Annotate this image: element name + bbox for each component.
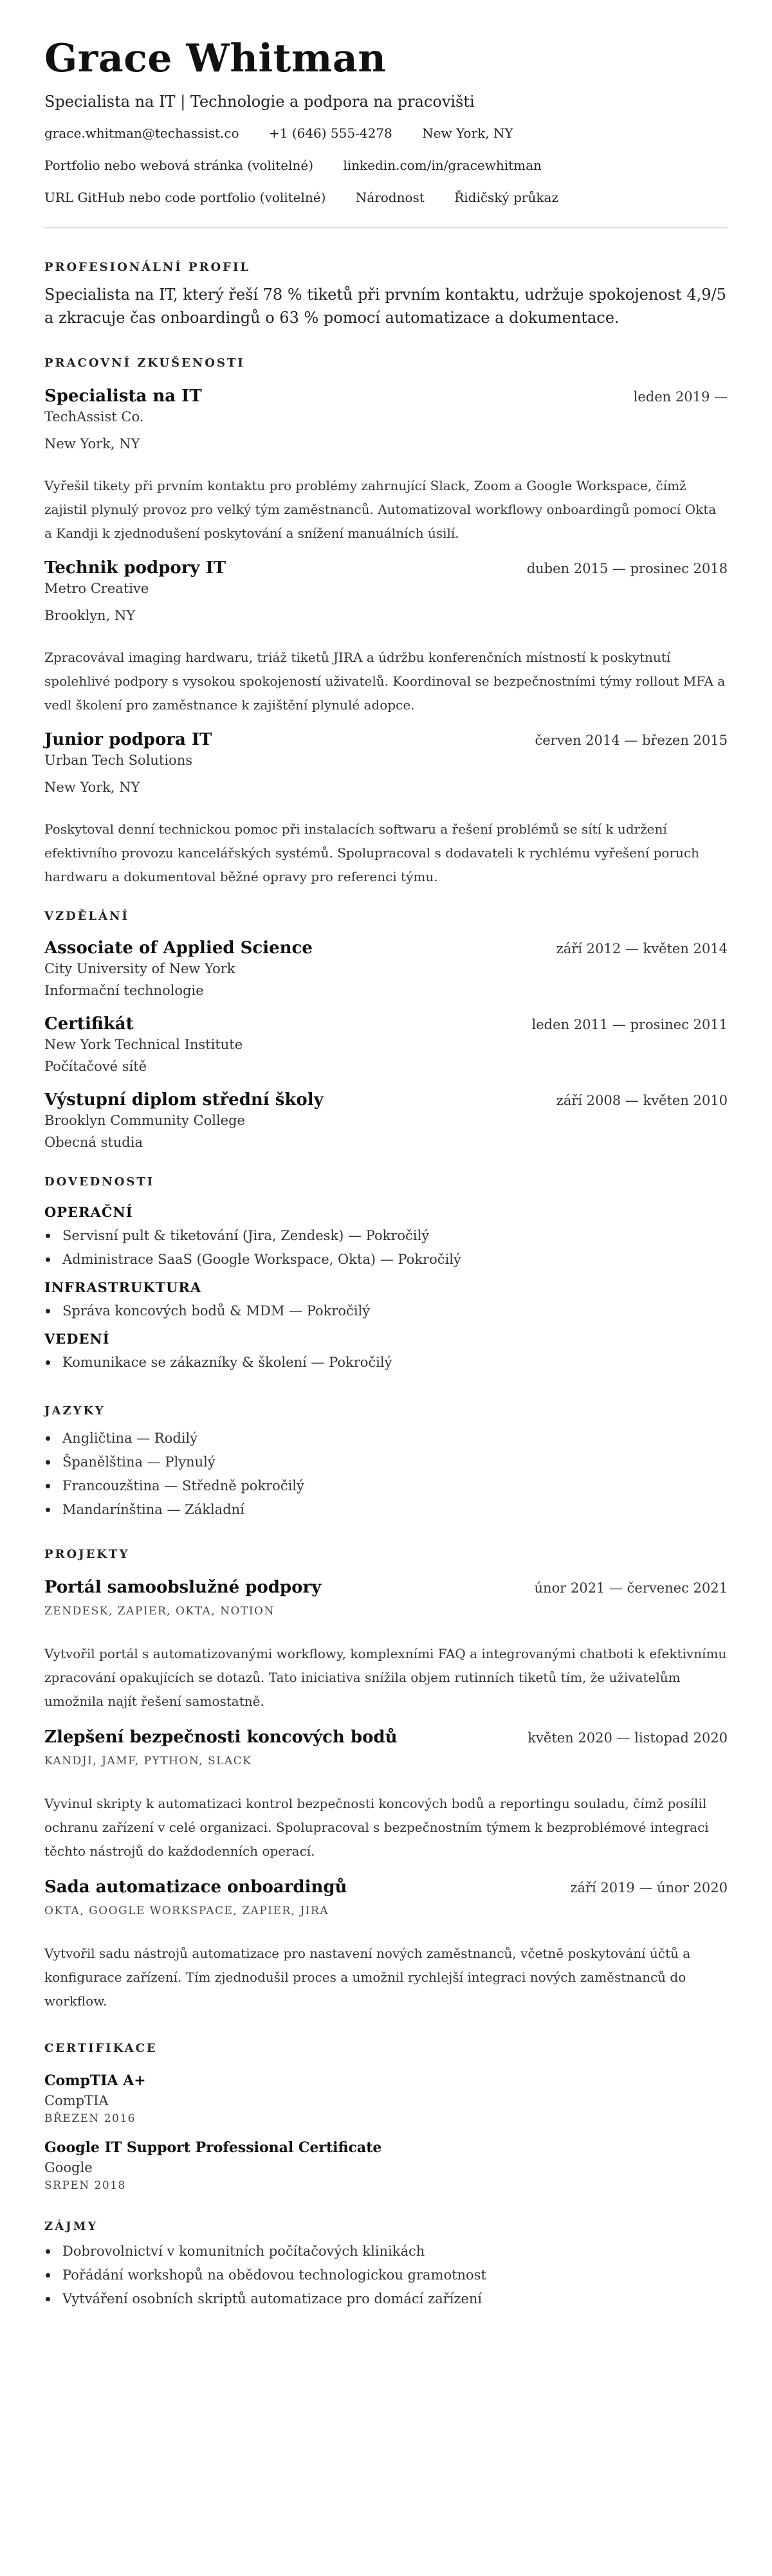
language-item: Francouzština — Středně pokročilý <box>44 1474 728 1498</box>
contact-location: New York, NY <box>422 125 513 141</box>
contact-row-1 <box>44 124 728 142</box>
profile-section <box>44 260 728 329</box>
job-description: Poskytoval denní technickou pomoc při instalacích softwaru a řešení problémů se sítí k udržení efektivního provozu kancelářských systémů. Spolupracoval s dodavateli k rychlému vyřešení poruch hardwaru a dokumentoval běžné opravy pro referenci týmu. <box>44 821 699 884</box>
cert-name: CompTIA A+ <box>44 2072 146 2089</box>
project-description: Vytvořil portál s automatizovanými workflowy, komplexními FAQ a integrovanými chatboti k efektivnímu zpracování opakujících se dotazů. Tato iniciativa snížila objem rutinních tiketů tím, že uživatelům umožnila najít řešení samostatně. <box>44 1646 727 1709</box>
project-tech: OKTA, GOOGLE WORKSPACE, ZAPIER, JIRA <box>44 1905 329 1917</box>
certifications-heading: CERTIFIKACE <box>44 2042 158 2055</box>
education-item <box>44 1013 728 1076</box>
degree-title: Výstupní diplom střední školy <box>44 1090 324 1110</box>
skill-item: Administrace SaaS (Google Workspace, Okta) — Pokročilý <box>44 1248 728 1272</box>
skill-group-title: OPERAČNÍ <box>44 1204 133 1220</box>
candidate-headline: Specialista na IT | Technologie a podpora na pracovišti <box>44 93 475 111</box>
cert-date: BŘEZEN 2016 <box>44 2112 136 2125</box>
study-field: Obecná studia <box>44 1135 143 1150</box>
job-title: Specialista na IT <box>44 387 202 406</box>
profile-heading: PROFESIONÁLNÍ PROFIL <box>44 260 251 274</box>
header-divider <box>44 227 728 228</box>
skills-heading: DOVEDNOSTI <box>44 1175 155 1189</box>
school-name: New York Technical Institute <box>44 1037 243 1052</box>
experience-item <box>44 557 728 717</box>
contact-row-2 <box>44 156 728 174</box>
job-dates: leden 2019 — <box>633 389 728 405</box>
certification-item <box>44 2070 728 2127</box>
contact-row-3 <box>44 188 728 206</box>
language-list <box>44 1427 728 1522</box>
cert-date: SRPEN 2018 <box>44 2179 126 2192</box>
contact-phone[interactable]: +1 (646) 555-4278 <box>268 125 392 141</box>
project-description: Vyvinul skripty k automatizaci kontrol bezpečnosti koncových bodů a reportingu souladu, čímž posílil ochranu zařízení v celé organizaci. Spolupracoval s bezpečnostním týmem k bezproblémové integraci těchto nástrojů do každodenních operací. <box>44 1796 709 1859</box>
contact-license: Řidičský průkaz <box>454 190 558 205</box>
job-company: Urban Tech Solutions <box>44 753 193 768</box>
degree-dates: září 2008 — květen 2010 <box>556 1093 728 1108</box>
language-item: Angličtina — Rodilý <box>44 1427 728 1450</box>
cert-issuer: Google <box>44 2160 93 2175</box>
project-item <box>44 1576 728 1713</box>
school-name: City University of New York <box>44 961 235 976</box>
job-location: New York, NY <box>44 436 140 452</box>
experience-heading: PRACOVNÍ ZKUŠENOSTI <box>44 356 245 370</box>
job-title: Technik podpory IT <box>44 558 226 578</box>
project-tech: ZENDESK, ZAPIER, OKTA, NOTION <box>44 1605 275 1618</box>
interest-list <box>44 2240 728 2311</box>
skill-item: Servisní pult & tiketování (Jira, Zendesk) — Pokročilý <box>44 1224 728 1248</box>
certification-item <box>44 2137 728 2194</box>
skill-group-title: INFRASTRUKTURA <box>44 1279 202 1295</box>
project-name: Zlepšení bezpečnosti koncových bodů <box>44 1728 398 1747</box>
contact-portfolio[interactable]: Portfolio nebo webová stránka (volitelné) <box>44 158 314 173</box>
project-name: Sada automatizace onboardingů <box>44 1877 347 1897</box>
education-item <box>44 1089 728 1152</box>
education-item <box>44 937 728 1000</box>
job-company: Metro Creative <box>44 581 149 596</box>
job-dates: duben 2015 — prosinec 2018 <box>526 561 728 576</box>
job-description: Zpracovával imaging hardwaru, triáž tiketů JIRA a údržbu konferenčních místností k poskytnutí spolehlivé podpory s vysokou spokojeností uživatelů. Koordinoval se bezpečnostními týmy rollout MFA a vedl školení pro zaměstnance k zajištění plynulé adopce. <box>44 650 726 713</box>
project-item <box>44 1876 728 2013</box>
job-location: Brooklyn, NY <box>44 608 136 623</box>
languages-section <box>44 1404 728 1522</box>
study-field: Informační technologie <box>44 983 204 998</box>
job-title: Junior podpora IT <box>44 730 212 749</box>
contact-github[interactable]: URL GitHub nebo code portfolio (volitelné) <box>44 190 326 205</box>
skill-item: Komunikace se zákazníky & školení — Pokročilý <box>44 1351 728 1375</box>
study-field: Počítačové sítě <box>44 1059 147 1074</box>
experience-section <box>44 356 728 889</box>
job-description: Vyřešil tikety při prvním kontaktu pro problémy zahrnující Slack, Zoom a Google Workspace, čímž zajistil plynulý provoz pro velký tým zaměstnanců. Automatizoval workflowy onboardingů pomocí Okta a Kandji k zjednodušení poskytování a snížení manuálních úsilí. <box>44 478 717 541</box>
contact-email[interactable]: grace.whitman@techassist.co <box>44 125 239 141</box>
degree-title: Certifikát <box>44 1014 134 1034</box>
interests-heading: ZÁJMY <box>44 2220 98 2233</box>
projects-heading: PROJEKTY <box>44 1548 130 1561</box>
skill-group-title: VEDENÍ <box>44 1331 110 1347</box>
language-item: Mandarínština — Základní <box>44 1498 728 1522</box>
resume-header <box>44 35 728 206</box>
cert-name: Google IT Support Professional Certificate <box>44 2139 382 2156</box>
candidate-name: Grace Whitman <box>44 36 387 81</box>
skill-item: Správa koncových bodů & MDM — Pokročilý <box>44 1299 728 1323</box>
job-company: TechAssist Co. <box>44 409 144 425</box>
education-section <box>44 909 728 1152</box>
contact-nationality: Národnost <box>355 190 425 205</box>
project-dates: květen 2020 — listopad 2020 <box>528 1730 728 1746</box>
project-dates: září 2019 — únor 2020 <box>570 1880 728 1895</box>
degree-dates: leden 2011 — prosinec 2011 <box>531 1017 728 1032</box>
school-name: Brooklyn Community College <box>44 1113 245 1128</box>
project-tech: KANDJI, JAMF, PYTHON, SLACK <box>44 1755 252 1768</box>
profile-text: Specialista na IT, který řeší 78 % tiketů při prvním kontaktu, udržuje spokojenost 4,9/5 a zkracuje čas onboardingů o 63 % pomocí automatizace a dokumentace. <box>44 286 726 327</box>
interest-item: Dobrovolnictví v komunitních počítačových klinikách <box>44 2240 728 2263</box>
experience-item <box>44 729 728 889</box>
contact-linkedin[interactable]: linkedin.com/in/gracewhitman <box>343 158 542 173</box>
interest-item: Vytváření osobních skriptů automatizace pro domácí zařízení <box>44 2287 728 2311</box>
skills-section <box>44 1175 728 1375</box>
education-heading: VZDĚLÁNÍ <box>44 909 129 923</box>
job-dates: červen 2014 — březen 2015 <box>535 733 728 748</box>
cert-issuer: CompTIA <box>44 2093 109 2108</box>
skill-list <box>44 1224 728 1272</box>
interest-item: Pořádání workshopů na obědovou technologickou gramotnost <box>44 2263 728 2287</box>
project-item <box>44 1726 728 1863</box>
languages-heading: JAZYKY <box>44 1404 106 1418</box>
interests-section <box>44 2220 728 2311</box>
projects-section <box>44 1548 728 2013</box>
skill-list <box>44 1351 728 1375</box>
skill-list <box>44 1299 728 1323</box>
job-location: New York, NY <box>44 780 140 795</box>
experience-item <box>44 385 728 545</box>
degree-title: Associate of Applied Science <box>44 938 313 958</box>
certifications-section <box>44 2042 728 2194</box>
language-item: Španělština — Plynulý <box>44 1450 728 1474</box>
project-description: Vytvořil sadu nástrojů automatizace pro nastavení nových zaměstnanců, včetně poskytování účtů a konfigurace zařízení. Tím zjednodušil proces a umožnil rychlejší integraci nových zaměstnanců do workflow. <box>44 1946 691 2009</box>
project-dates: únor 2021 — červenec 2021 <box>534 1580 728 1596</box>
degree-dates: září 2012 — květen 2014 <box>556 941 728 956</box>
project-name: Portál samoobslužné podpory <box>44 1578 322 1597</box>
